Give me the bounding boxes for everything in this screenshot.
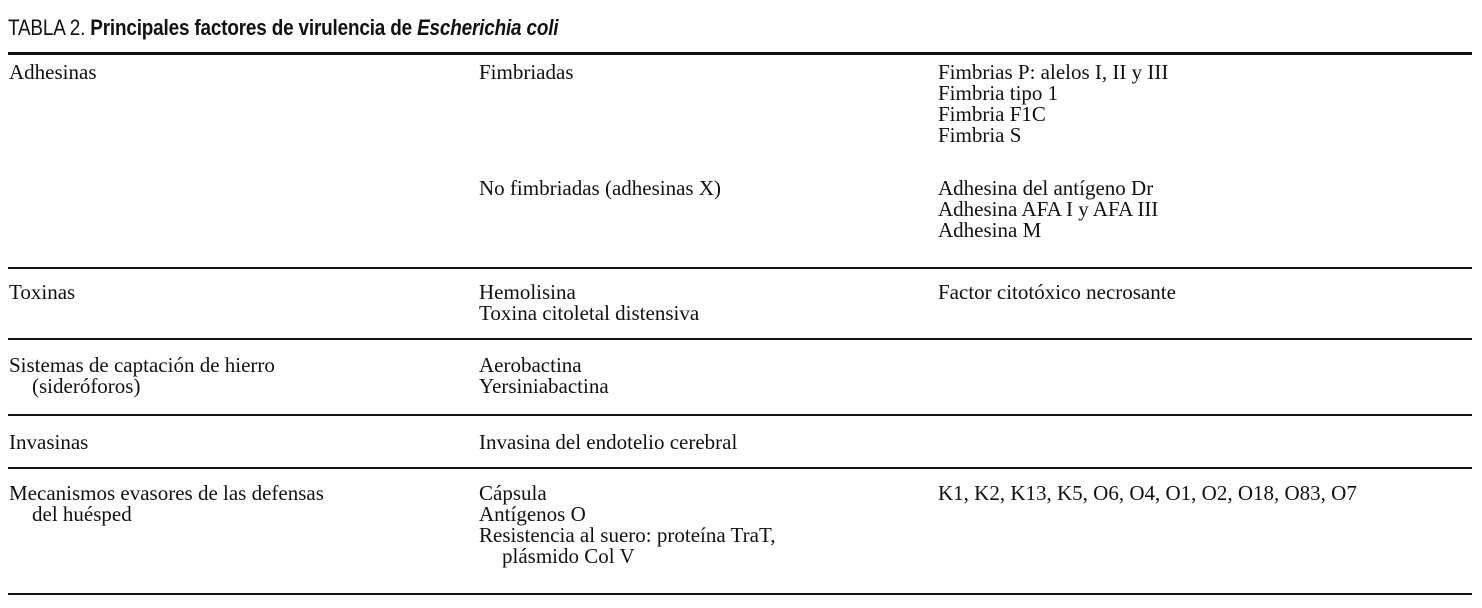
row-adhesinas-category — [9, 62, 97, 83]
row-evasores-type — [479, 483, 775, 567]
category-line: (sideróforos) — [32, 374, 141, 398]
table-title-text: Principales factores de virulencia de — [90, 15, 412, 40]
table-number: TABLA 2. — [8, 15, 86, 40]
row-invasinas-category — [9, 432, 88, 453]
category-line: Toxinas — [9, 280, 76, 304]
top-rule — [8, 52, 1472, 55]
row-adhesinas-details-fimbriadas — [938, 62, 1168, 146]
detail-line: Adhesina AFA I y AFA III — [938, 197, 1159, 221]
type-line: Fimbriadas — [479, 60, 574, 84]
detail-line: Fimbria F1C — [938, 102, 1046, 126]
table-title — [8, 14, 558, 42]
row-sideroforos-type — [479, 355, 609, 397]
category-line: del huésped — [32, 502, 132, 526]
row-divider — [8, 414, 1472, 416]
type-line: Aerobactina — [479, 353, 582, 377]
row-toxinas-category — [9, 282, 75, 303]
type-line: Toxina citoletal distensiva — [479, 301, 700, 325]
type-line: Hemolisina — [479, 280, 576, 304]
table-title-species: Escherichia coli — [417, 15, 559, 40]
row-divider — [8, 467, 1472, 469]
row-adhesinas-type-no-fimbriadas — [479, 178, 721, 199]
row-toxinas-type — [479, 282, 699, 324]
detail-line: Adhesina M — [938, 218, 1042, 242]
row-divider — [8, 267, 1472, 269]
detail-line: Adhesina del antígeno Dr — [938, 176, 1154, 200]
row-evasores-category — [9, 483, 324, 525]
row-evasores-details — [938, 483, 1357, 504]
row-sideroforos-category — [9, 355, 275, 397]
category-line: Invasinas — [9, 430, 89, 454]
type-line: No fimbriadas (adhesinas X) — [479, 176, 722, 200]
detail-line: Fimbrias P: alelos I, II y III — [938, 60, 1169, 84]
row-toxinas-details — [938, 282, 1176, 303]
type-line: Invasina del endotelio cerebral — [479, 430, 738, 454]
type-line: Antígenos O — [479, 502, 586, 526]
detail-line: Factor citotóxico necrosante — [938, 280, 1176, 304]
bottom-rule — [8, 593, 1472, 595]
type-line: Resistencia al suero: proteína TraT, — [479, 523, 776, 547]
type-line: plásmido Col V — [502, 544, 635, 568]
row-divider — [8, 338, 1472, 340]
row-adhesinas-details-no-fimbriadas — [938, 178, 1158, 241]
category-line: Mecanismos evasores de las defensas — [9, 481, 324, 505]
type-line: Cápsula — [479, 481, 547, 505]
category-line: Adhesinas — [9, 60, 97, 84]
row-adhesinas-type-fimbriadas — [479, 62, 574, 83]
category-line: Sistemas de captación de hierro — [9, 353, 275, 377]
detail-line: K1, K2, K13, K5, O6, O4, O1, O2, O18, O83, O7 — [938, 481, 1357, 505]
detail-line: Fimbria tipo 1 — [938, 81, 1059, 105]
detail-line: Fimbria S — [938, 123, 1022, 147]
type-line: Yersiniabactina — [479, 374, 609, 398]
row-invasinas-type — [479, 432, 737, 453]
